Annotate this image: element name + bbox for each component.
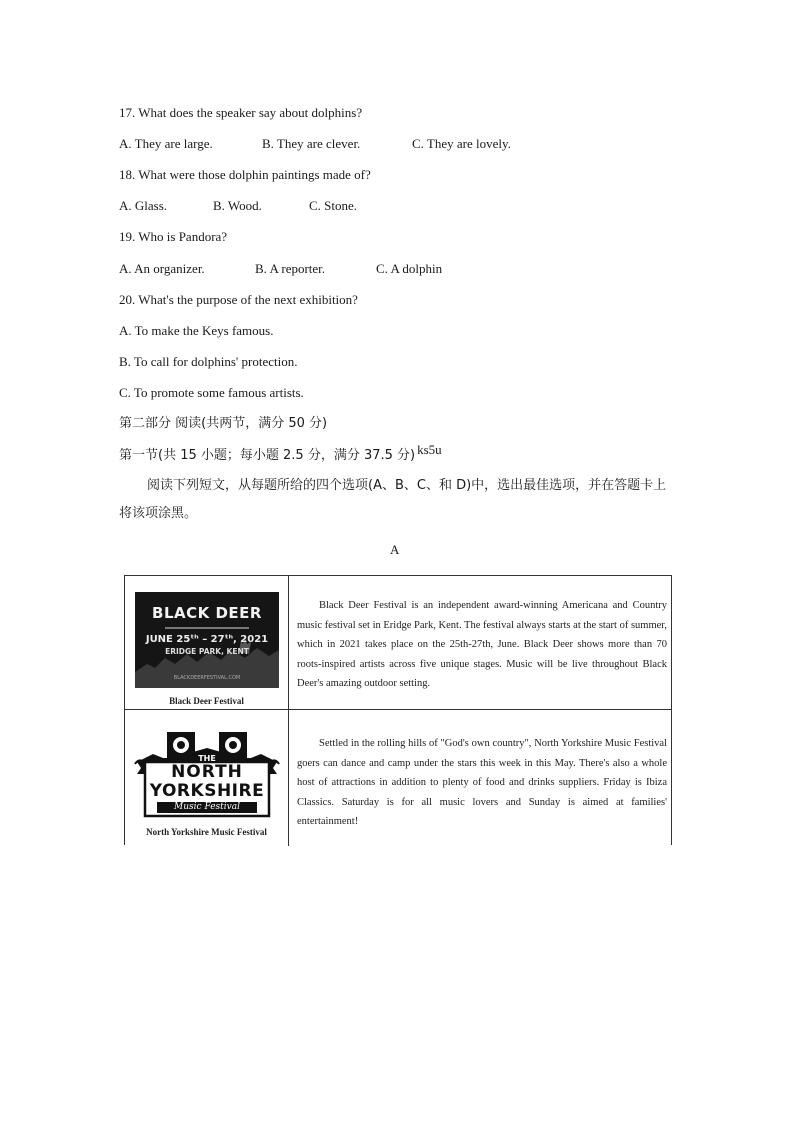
q17-option-b: B. They are clever. xyxy=(262,136,361,151)
festival-description: Black Deer Festival is an independent award-winning Americana and Country music festival set in Eridge Park, Kent. The festival always starts at the start of summer, which in 2021 takes place on the 25th-27th, June. Black Deer shows more than 70 roots-inspired artists across five unique stages. Music will be live throughout Black Deer's amazing outdoor setting. xyxy=(297,600,667,689)
festival-row xyxy=(125,576,671,710)
reading-instructions: 阅读下列短文，从每题所给的四个选项(A、B、C、和 D)中，选出最佳选项，并在答题卡上将该项涂黑。 xyxy=(119,478,667,521)
festival-description-cell xyxy=(289,710,671,846)
passage-letter: A xyxy=(390,542,400,557)
q20-option-b: B. To call for dolphins' protection. xyxy=(119,354,298,369)
logo-place: ERIDGE PARK, KENT xyxy=(165,647,249,656)
logo-north: NORTH xyxy=(171,762,243,782)
question-18-stem: 18. What were those dolphin paintings made of? xyxy=(119,167,371,182)
q18-option-c: C. Stone. xyxy=(309,198,358,213)
question-17-stem: 17. What does the speaker say about dolphins? xyxy=(119,105,363,120)
festival-description-cell xyxy=(289,576,671,709)
q19-option-c: C. A dolphin xyxy=(376,261,443,276)
q19-option-b: B. A reporter. xyxy=(255,261,326,276)
festival-logo-cell xyxy=(125,576,289,709)
black-deer-logo xyxy=(135,592,279,688)
logo-the: THE xyxy=(198,754,216,763)
north-yorkshire-logo xyxy=(133,728,281,822)
festival-caption: Black Deer Festival xyxy=(169,696,244,706)
q19-option-a: A. An organizer. xyxy=(119,261,205,276)
logo-dates: JUNE 25ᵗʰ – 27ᵗʰ, 2021 xyxy=(145,634,269,645)
q20-option-c: C. To promote some famous artists. xyxy=(119,385,304,400)
logo-url: BLACKDEERFESTIVAL.COM xyxy=(173,675,241,681)
festival-caption: North Yorkshire Music Festival xyxy=(146,827,267,837)
part-title: 第二部分 阅读(共两节，满分 50 分) xyxy=(119,416,328,431)
question-20-stem: 20. What's the purpose of the next exhibition? xyxy=(119,292,358,307)
subsection-title: 第一节(共 15 小题；每小题 2.5 分，满分 37.5 分) xyxy=(119,448,416,463)
subsection-title-line xyxy=(119,442,442,464)
logo-music-festival: Music Festival xyxy=(157,802,257,813)
question-19-stem: 19. Who is Pandora? xyxy=(119,229,228,244)
festival-description: Settled in the rolling hills of "God's own country", North Yorkshire Music Festival goers can dance and camp under the stars this week in this May. There's also a whole host of attractions in addition to plenty of food and drinks suppliers. Friday is Ibiza Classics. Saturday is for all music lovers and Sunday is aimed at families' entertainment! xyxy=(297,738,667,827)
festival-logo-cell xyxy=(125,710,289,846)
logo-title: BLACK DEER xyxy=(152,604,262,622)
q18-option-a: A. Glass. xyxy=(119,198,168,213)
q17-option-a: A. They are large. xyxy=(119,136,213,151)
q20-option-a: A. To make the Keys famous. xyxy=(119,323,274,338)
festival-table xyxy=(124,575,672,845)
q17-option-c: C. They are lovely. xyxy=(412,136,511,151)
logo-yorkshire: YORKSHIRE xyxy=(149,781,265,801)
festival-row xyxy=(125,710,671,846)
q18-option-b: B. Wood. xyxy=(213,198,262,213)
watermark-text: ks5u xyxy=(417,442,442,457)
